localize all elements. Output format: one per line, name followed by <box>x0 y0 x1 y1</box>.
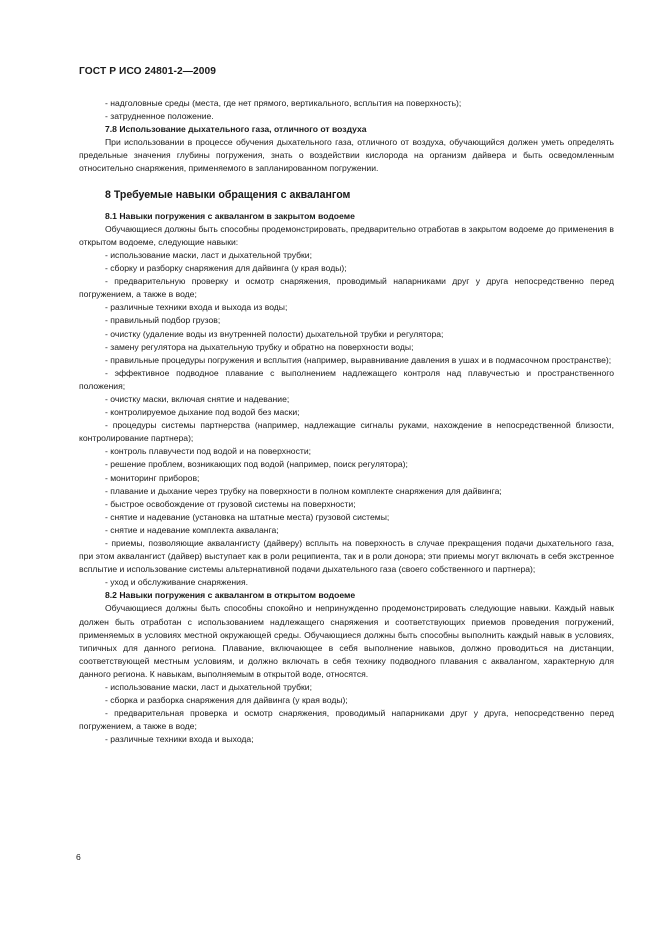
list-item: - очистку (удаление воды из внутренней полости) дыхательной трубки и регулятора; <box>105 328 444 339</box>
paragraph: При использовании в процессе обучения дыхательного газа, отличного от воздуха, обучающийся должен уметь определять предельные значения глубины погружения, знать о воздействии кислорода на организм дайвера и быть осведомленным относительно снаряжения, применяемого в запланированном погружении. <box>79 137 614 174</box>
list-item: - быстрое освобождение от грузовой системы на поверхности; <box>105 498 356 509</box>
list-item: - уход и обслуживание снаряжения. <box>105 577 249 588</box>
list-item: - правильный подбор грузов; <box>105 315 221 326</box>
list-item: - очистку маски, включая снятие и надевание; <box>105 393 290 404</box>
list-item: - плавание и дыхание через трубку на поверхности в полном комплекте снаряжения для дайвинга; <box>105 485 502 496</box>
list-item: - процедуры системы партнерства (например, надлежащие сигналы руками, нахождение в непосредственной близости, контролирование партнера); <box>79 420 614 444</box>
list-item: - снятие и надевание комплекта акваланга; <box>105 524 279 535</box>
list-item: - предварительную проверку и осмотр снаряжения, проводимый напарниками друг у друга непосредственно перед погружением, а также в воде; <box>79 276 614 300</box>
document-body <box>79 97 614 747</box>
paragraph: Обучающиеся должны быть способны спокойно и непринужденно продемонстрировать следующие навыки. Каждый навык должен быть отработан с использованием надлежащего снаряжения и соответствующих приемов проведения погружений, применяемых в условиях местной окружающей среды. Обучающиеся должны быть способны выполнить каждый навык в условиях, типичных для данного региона. Плавание, включающее в себя выполнение навыков, должно проводиться на дистанции, соответствующей местным условиям, и должно включать в себя технику подводного плавания с аквалангом, характерную для данного региона. К навыкам, выполняемым в открытой воде, относятся. <box>79 603 614 679</box>
list-item: - мониторинг приборов; <box>105 472 200 483</box>
list-item: - затрудненное положение. <box>105 111 214 122</box>
list-item: - контролируемое дыхание под водой без маски; <box>105 407 300 418</box>
list-item: - приемы, позволяющие аквалангисту (дайверу) всплыть на поверхность в случае прекращения подачи дыхательного газа, при этом аквалангист (дайвер) выступает как в роли реципиента, так и в роли донора; эти приемы могут включать в себя экстренное всплытие и использование системы альтернативной подачи дыхательного газа (своего собственного и партнера); <box>79 538 614 575</box>
list-item: - снятие и надевание (установка на штатные места) грузовой системы; <box>105 511 390 522</box>
list-item: - различные техники входа и выхода; <box>105 734 254 745</box>
document-header: ГОСТ Р ИСО 24801-2—2009 <box>79 66 217 77</box>
list-item: - эффективное подводное плавание с выполнением надлежащего контроля над плавучестью и пространственного положения; <box>79 367 614 391</box>
list-item: - сборка и разборка снаряжения для дайвинга (у края воды); <box>105 695 348 706</box>
list-item: - решение проблем, возникающих под водой (например, поиск регулятора); <box>105 459 408 470</box>
list-item: - различные техники входа и выхода из воды; <box>105 302 288 313</box>
list-item: - надголовные среды (места, где нет прямого, вертикального, всплытия на поверхность); <box>105 98 462 108</box>
subsection-heading: 8.2 Навыки погружения с аквалангом в открытом водоеме <box>105 590 356 601</box>
list-item: - использование маски, ласт и дыхательной трубки; <box>105 682 312 693</box>
list-item: - контроль плавучести под водой и на поверхности; <box>105 446 312 457</box>
list-item: - замену регулятора на дыхательную трубку и обратно на поверхности воды; <box>105 341 414 352</box>
subsection-heading: 8.1 Навыки погружения с аквалангом в закрытом водоеме <box>105 210 355 221</box>
list-item: - правильные процедуры погружения и всплытия (например, выравнивание давления в ушах и в подмасочном пространстве); <box>105 354 612 365</box>
list-item: - использование маски, ласт и дыхательной трубки; <box>105 249 312 260</box>
list-item: - сборку и разборку снаряжения для дайвинга (у края воды); <box>105 263 347 274</box>
paragraph: Обучающиеся должны быть способны продемонстрировать, предварительно отработав в закрытом водоеме до применения в открытом водоеме, следующие навыки: <box>79 223 614 247</box>
section-heading: 8 Требуемые навыки обращения с аквалангом <box>105 188 351 201</box>
subsection-heading: 7.8 Использование дыхательного газа, отличного от воздуха <box>105 124 367 135</box>
list-item: - предварительная проверка и осмотр снаряжения, проводимый напарниками друг у друга, непосредственно перед погружением, а также в воде; <box>79 708 614 732</box>
page-number: 6 <box>76 852 81 862</box>
